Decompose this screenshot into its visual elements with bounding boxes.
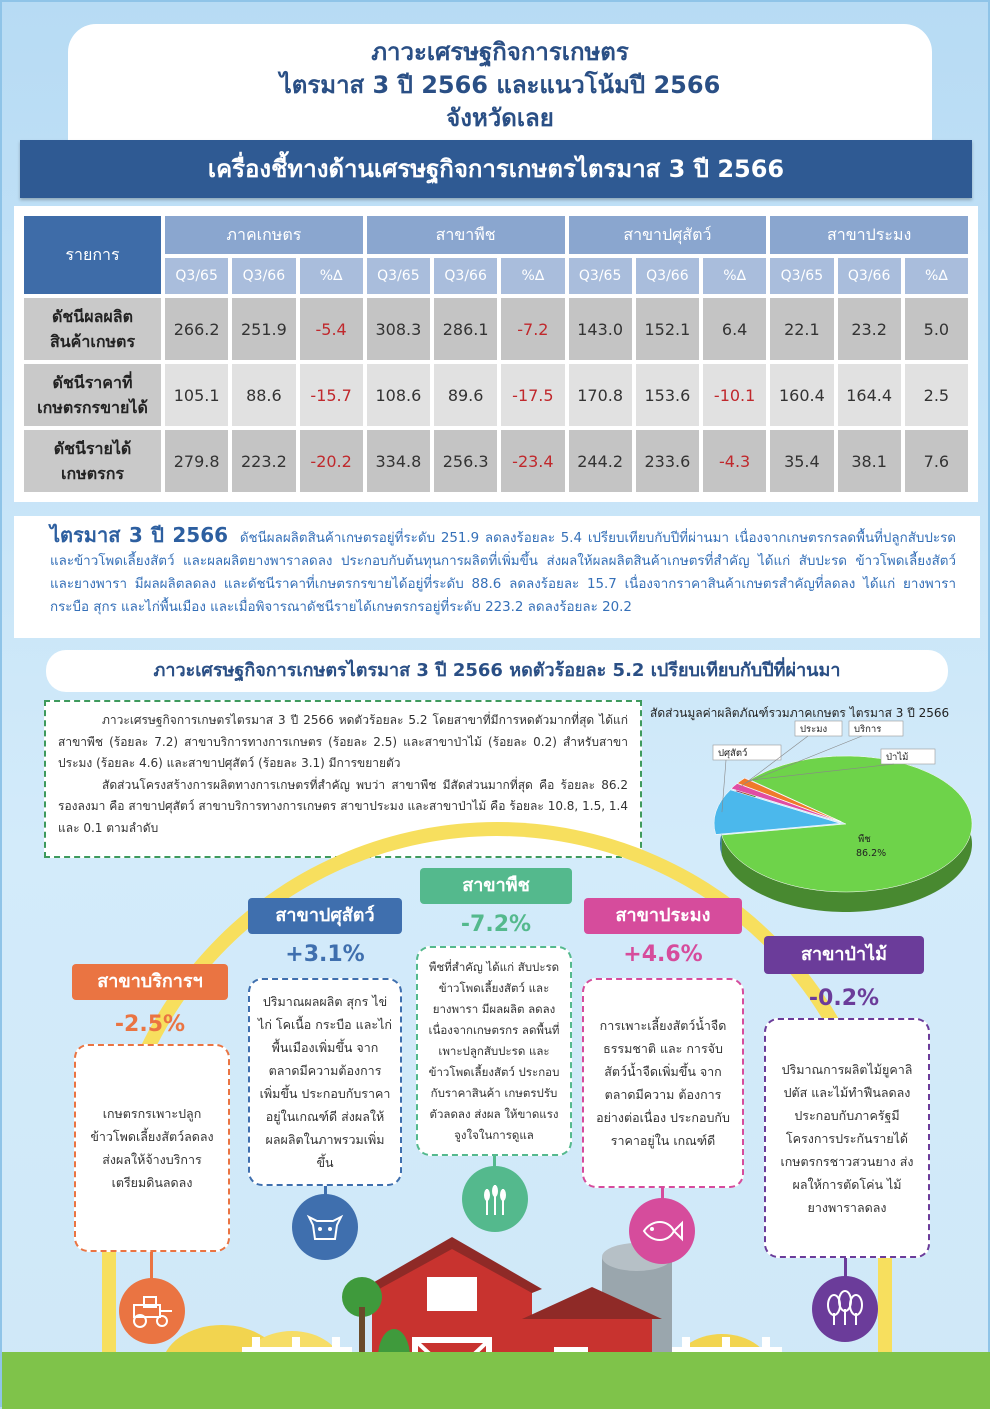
sub-header-cell: Q3/65 (367, 258, 430, 294)
indicator-table-wrap (14, 206, 978, 502)
pie-title: สัดส่วนมูลค่าผลิตภัณฑ์รวมภาคเกษตร ไตรมาส 3 ปี 2566 (650, 706, 950, 720)
description-paragraph-2: สัดส่วนโครงสร้างการผลิตทางการเกษตรที่สำคัญ พบว่า สาขาพืช มีสัดส่วนมากที่สุด คือ ร้อยละ 86.2 รองลงมา คือ สาขาปศุสัตว์ สาขาบริการทางการเกษตร สาขาประมง และสาขาป่าไม้ คือ ร้อยละ 10.8, 1.5, 1.4 และ 0.1 ตามลำดับ (58, 777, 628, 835)
indicator-table (20, 212, 972, 496)
summary-paragraph (14, 516, 980, 638)
table-cell: 160.4 (770, 364, 833, 426)
table-row (24, 364, 968, 426)
sub-header-cell: Q3/66 (838, 258, 901, 294)
sub-header-cell: %∆ (300, 258, 363, 294)
title-box (68, 24, 932, 142)
sub-header-cell: Q3/66 (434, 258, 497, 294)
sub-header-cell: %∆ (703, 258, 766, 294)
table-cell: 143.0 (569, 298, 632, 360)
sub-header-cell: Q3/65 (165, 258, 228, 294)
forest-sector-pct: -0.2% (808, 986, 880, 1011)
pie-label-1: ปศุสัตว์ (718, 748, 748, 759)
table-cell: 153.6 (636, 364, 699, 426)
sub-header-cell: Q3/65 (569, 258, 632, 294)
table-cell: 22.1 (770, 298, 833, 360)
pie-label-2: ประมง (800, 724, 828, 735)
row-label-line: ดัชนีผลผลิต (52, 307, 133, 326)
table-cell: 108.6 (367, 364, 430, 426)
table-cell: 6.4 (703, 298, 766, 360)
tractor-icon (119, 1278, 185, 1344)
table-cell: 152.1 (636, 298, 699, 360)
group-header-fishery: สาขาประมง (770, 216, 968, 254)
table-cell: 88.6 (232, 364, 295, 426)
table-row (24, 298, 968, 360)
item-header: รายการ (24, 216, 161, 294)
table-cell: 89.6 (434, 364, 497, 426)
group-header-livestock: สาขาปศุสัตว์ (569, 216, 767, 254)
pie-label-4: ป่าไม้ (886, 752, 909, 763)
table-row (24, 430, 968, 492)
group-header-crop: สาขาพืช (367, 216, 565, 254)
table-cell: -4.3 (703, 430, 766, 492)
sub-header-cell: %∆ (501, 258, 564, 294)
forest-sector-card: ปริมาณการผลิตไม้ยูคาลิปตัส และไม้ทำฟืนลดลง ประกอบกับภาครัฐมี โครงการประกันรายได้ เกษตรกรชาวสวนยาง ส่งผลให้การตัดโค่น ไม้ยางพาราลดลง (764, 1018, 930, 1258)
table-cell: 35.4 (770, 430, 833, 492)
service-sector-card: เกษตรกรเพาะปลูก ข้าวโพดเลี้ยงสัตว์ลดลง ส่งผลให้จ้างบริการ เตรียมดินลดลง (74, 1044, 230, 1252)
table-cell: 233.6 (636, 430, 699, 492)
service-sector-pct: -2.5% (114, 1012, 186, 1037)
ground (2, 1352, 990, 1409)
table-cell: 105.1 (165, 364, 228, 426)
description-paragraph-1: ภาวะเศรษฐกิจการเกษตรไตรมาส 3 ปี 2566 หดตัวร้อยละ 5.2 โดยสาขาที่มีการหดตัวมากที่สุด ได้แก่ สาขาพืช (ร้อยละ 7.2) สาขาบริการทางการเกษตร (ร้อยละ 2.5) และสาขาป่าไม้ (ร้อยละ 0.2) สำหรับสาขาประมง (ร้อยละ 4.6) และสาขาปศุสัตว์ (ร้อยละ 3.1) มีการขยายตัว (58, 713, 628, 770)
fishery-sector-card: การเพาะเลี้ยงสัตว์น้ำจืด ธรรมชาติ และ การจับสัตว์น้ำจืดเพิ่มขึ้น จากตลาดมีความ ต้องการอย่างต่อเนื่อง ประกอบกับราคาอยู่ใน เกณฑ์ดี (582, 978, 744, 1188)
row-label (24, 430, 161, 492)
table-cell: 334.8 (367, 430, 430, 492)
pie-chart (706, 714, 982, 914)
livestock-sector-title: สาขาปศุสัตว์ (248, 898, 402, 934)
indicator-banner: เครื่องชี้ทางด้านเศรษฐกิจการเกษตรไตรมาส 3 ปี 2566 (20, 140, 972, 198)
sub-header-row (24, 258, 968, 294)
sub-header-cell: Q3/65 (770, 258, 833, 294)
sub-header-cell: Q3/66 (232, 258, 295, 294)
tree-icon (812, 1276, 878, 1342)
fishery-sector-title: สาขาประมง (584, 898, 742, 934)
livestock-sector-pct: +3.1% (285, 942, 365, 967)
table-cell: -7.2 (501, 298, 564, 360)
crop-sector-pct: -7.2% (460, 912, 532, 937)
pie-label-3: บริการ (854, 724, 882, 735)
table-cell: 308.3 (367, 298, 430, 360)
wheat-icon (462, 1166, 528, 1232)
title-line-1: ภาวะเศรษฐกิจการเกษตร (371, 38, 629, 66)
table-cell: -23.4 (501, 430, 564, 492)
table-cell: 23.2 (838, 298, 901, 360)
table-cell: 5.0 (905, 298, 968, 360)
summary-text: ดัชนีผลผลิตสินค้าเกษตรอยู่ที่ระดับ 251.9 ลดลงร้อยละ 5.4 เปรียบเทียบกับปีที่ผ่านมา เนื่องจากเกษตรกรลดพื้นที่ปลูกสับปะรดและข้าวโพดเลี้ยงสัตว์ และผลผลิตยางพาราลดลง ประกอบกับต้นทุนการผลิตที่เพิ่มขึ้น ส่งผลให้ผลผลิตสินค้าเกษตรที่สำคัญ ได้แก่ สับปะรด ข้าวโพดเลี้ยงสัตว์ และยางพารา มีผลผลิตลดลง และดัชนีราคาที่เกษตรกรขายได้อยู่ที่ระดับ 88.6 ลดลงร้อยละ 15.7 เนื่องจากราคาสินค้าเกษตรสำคัญที่ลดลง ได้แก่ ยางพารา กระบือ สุกร และไก่พื้นเมือง และเมื่อพิจารณาดัชนีรายได้เกษตรกรอยู่ที่ระดับ 223.2 ลดลงร้อยละ 20.2 (50, 531, 956, 615)
table-cell: -20.2 (300, 430, 363, 492)
table-cell: 286.1 (434, 298, 497, 360)
table-cell: -5.4 (300, 298, 363, 360)
table-cell: 266.2 (165, 298, 228, 360)
title-line-2: ไตรมาส 3 ปี 2566 และแนวโน้มปี 2566 (279, 71, 721, 99)
table-cell: 170.8 (569, 364, 632, 426)
table-cell: -15.7 (300, 364, 363, 426)
table-cell: 7.6 (905, 430, 968, 492)
crop-sector-card: พืชที่สำคัญ ได้แก่ สับปะรด ข้าวโพดเลี้ยงสัตว์ และยางพารา มีผลผลิต ลดลง เนื่องจากเกษตรกร ลดพื้นที่เพาะปลูกสับปะรด และข้าวโพดเลี้ยงสัตว์ ประกอบกับราคาสินค้า เกษตรปรับตัวลดลง ส่งผล ให้ขาดแรงจูงใจในการดูแล (416, 946, 572, 1156)
row-label (24, 364, 161, 426)
group-header-agri: ภาคเกษตร (165, 216, 363, 254)
pie-label-0: พืช (858, 834, 871, 845)
table-cell: -10.1 (703, 364, 766, 426)
service-stem (150, 1252, 153, 1280)
row-label-line: ดัชนีราคาที่ (52, 373, 133, 392)
row-label-line: ดัชนีรายได้ (53, 439, 132, 458)
row-label (24, 298, 161, 360)
row-label-line: เกษตรกรขายได้ (37, 398, 148, 417)
livestock-sector-card: ปริมาณผลผลิต สุกร ไข่ไก่ โคเนื้อ กระบือ และไก่พื้นเมืองเพิ่มขึ้น จากตลาดมีความต้องการ เพิ่มขึ้น ประกอบกับราคา อยู่ในเกณฑ์ดี ส่งผลให้ ผลผลิตในภาพรวมเพิ่มขึ้น (248, 978, 402, 1186)
section-title: ภาวะเศรษฐกิจการเกษตรไตรมาส 3 ปี 2566 หดตัวร้อยละ 5.2 เปรียบเทียบกับปีที่ผ่านมา (46, 650, 948, 692)
title-line-3: จังหวัดเลย (446, 104, 554, 132)
table-cell: 256.3 (434, 430, 497, 492)
table-cell: 223.2 (232, 430, 295, 492)
table-cell: -17.5 (501, 364, 564, 426)
sub-header-cell: %∆ (905, 258, 968, 294)
sub-header-cell: Q3/66 (636, 258, 699, 294)
row-label-line: สินค้าเกษตร (49, 332, 136, 351)
crop-sector-title: สาขาพืช (420, 868, 572, 904)
cow-icon (292, 1194, 358, 1260)
table-cell: 279.8 (165, 430, 228, 492)
fishery-sector-pct: +4.6% (623, 942, 703, 967)
table-cell: 164.4 (838, 364, 901, 426)
table-cell: 2.5 (905, 364, 968, 426)
table-cell: 251.9 (232, 298, 295, 360)
forest-sector-title: สาขาป่าไม้ (764, 936, 924, 974)
fish-icon (629, 1198, 695, 1264)
table-cell: 38.1 (838, 430, 901, 492)
summary-lead: ไตรมาส 3 ปี 2566 (50, 523, 229, 547)
table-cell: 244.2 (569, 430, 632, 492)
service-sector-title: สาขาบริการฯ (72, 964, 228, 1000)
pie-value-label: 86.2% (856, 848, 887, 859)
row-label-line: เกษตรกร (61, 464, 124, 483)
